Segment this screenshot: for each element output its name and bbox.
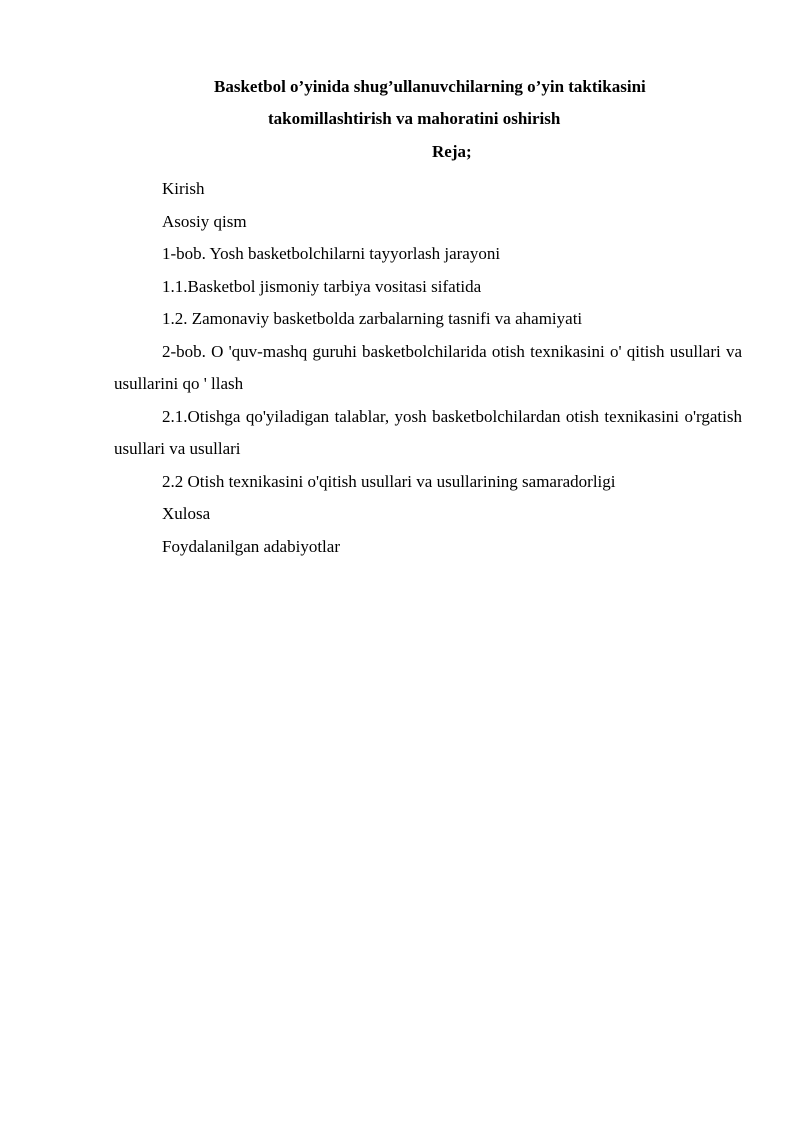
table-of-contents <box>114 173 742 563</box>
toc-item-conclusion: Xulosa <box>162 504 211 523</box>
plan-heading: Reja; <box>432 142 472 161</box>
toc-item-chapter-2: 2-bob. O 'quv-mashq guruhi basketbolchilarida otish texnikasini o' qitish usullari va usullarini qo ' llash <box>114 341 742 393</box>
document-title-line-2: takomillashtirish va mahoratini oshirish <box>268 109 561 128</box>
toc-item-chapter-1: 1-bob. Yosh basketbolchilarni tayyorlash jarayoni <box>162 244 501 263</box>
toc-item-section-1-2: 1.2. Zamonaviy basketbolda zarbalarning tasnifi va ahamiyati <box>162 309 583 328</box>
toc-item-section-1-1: 1.1.Basketbol jismoniy tarbiya vositasi sifatida <box>162 276 482 296</box>
toc-item-introduction: Kirish <box>162 179 205 198</box>
document-title-line-1: Basketbol o’yinida shug’ullanuvchilarning o’yin taktikasini <box>214 77 646 96</box>
toc-item-references: Foydalanilgan adabiyotlar <box>162 536 340 556</box>
toc-item-section-2-2: 2.2 Otish texnikasini o'qitish usullari va usullarining samaradorligi <box>162 471 616 491</box>
toc-item-section-2-1: 2.1.Otishga qo'yiladigan talablar, yosh basketbolchilardan otish texnikasini o'rgatish usullari va usullari <box>114 406 742 458</box>
toc-item-main-part: Asosiy qism <box>162 211 247 231</box>
